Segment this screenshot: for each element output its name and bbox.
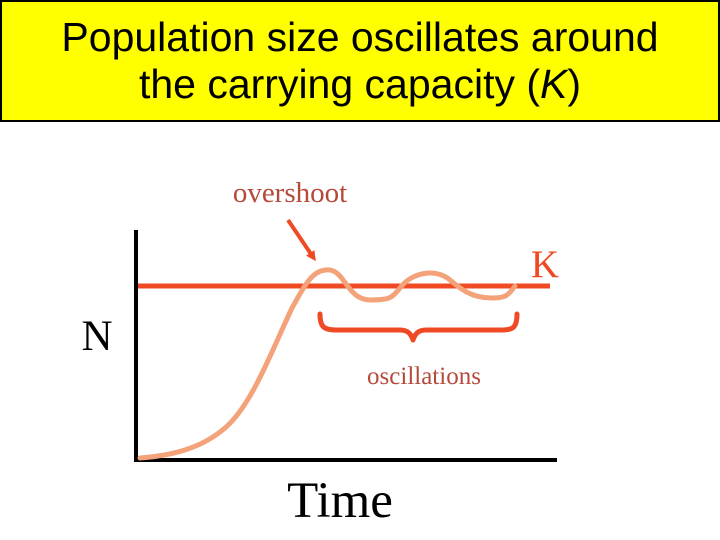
k-label: K — [530, 243, 560, 286]
overshoot-arrow — [288, 220, 313, 257]
overshoot-label: overshoot — [232, 177, 348, 209]
oscillations-label: oscillations — [367, 363, 481, 390]
title-line-2-prefix: the carrying capacity ( — [138, 61, 541, 107]
oscillations-brace — [320, 314, 517, 340]
title-line-2-italic: K — [540, 61, 568, 107]
title-line-1: Population size oscillates around — [61, 13, 659, 60]
n-axis-label: N — [81, 313, 113, 360]
time-axis-label: Time — [287, 473, 393, 529]
title-line-2-suffix: ) — [567, 61, 582, 107]
